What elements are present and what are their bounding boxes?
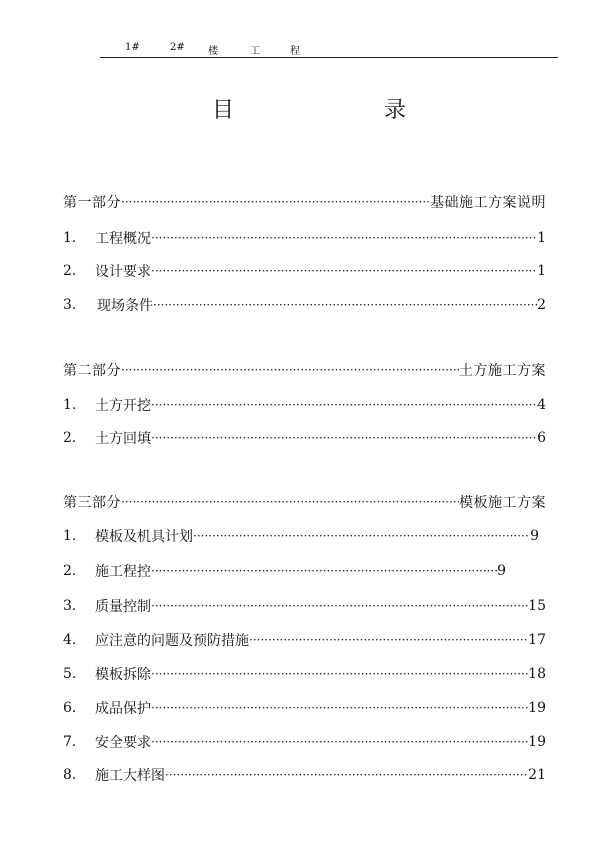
header-building-2: 2# — [170, 42, 185, 53]
leader-dots — [151, 264, 537, 278]
toc-entry-page: 17 — [528, 632, 546, 648]
toc-entry-number: 8. — [63, 767, 77, 783]
toc-entry-page: 6 — [537, 430, 546, 446]
toc-entry-label: 安全要求 — [95, 735, 151, 751]
toc-entry-label: 土方开挖 — [95, 398, 151, 414]
toc-entry-label: 应注意的问题及预防措施 — [95, 633, 249, 649]
toc-entry-number: 3. — [63, 297, 77, 313]
leader-dots — [165, 768, 528, 782]
toc-entry[interactable] — [63, 526, 539, 546]
toc-section-2[interactable] — [63, 360, 546, 380]
toc-section-label: 第二部分 — [63, 363, 121, 379]
toc-section-1[interactable] — [63, 192, 546, 212]
toc-entry-page: 9 — [497, 563, 506, 579]
toc-entry[interactable] — [63, 261, 546, 281]
toc-title-left: 目 — [212, 98, 235, 123]
toc-entry-number: 6. — [63, 700, 77, 716]
toc-entry-number: 2. — [63, 430, 77, 446]
toc-entry-page: 19 — [528, 700, 546, 716]
toc-entry-label: 模板拆除 — [95, 667, 151, 683]
header-char-gong: 工 — [250, 46, 260, 57]
toc-entry-number: 1. — [63, 230, 77, 246]
toc-entry[interactable] — [63, 698, 546, 718]
header-building-1: 1# — [125, 42, 140, 53]
toc-entry-label: 模板及机具计划 — [95, 529, 193, 545]
toc-entry-label: 施工大样图 — [95, 768, 165, 784]
toc-section-label: 第一部分 — [63, 195, 121, 211]
leader-dots — [121, 495, 459, 509]
leader-dots — [193, 529, 530, 543]
toc-title-right: 录 — [384, 98, 407, 123]
leader-dots — [153, 298, 537, 312]
toc-entry-page: 1 — [537, 263, 546, 279]
toc-entry-page: 19 — [528, 734, 546, 750]
toc-entry-page: 18 — [528, 666, 546, 682]
toc-entry[interactable] — [63, 561, 506, 581]
toc-entry[interactable] — [63, 295, 546, 315]
toc-entry[interactable] — [63, 732, 546, 752]
toc-entry-label: 土方回填 — [95, 431, 151, 447]
toc-entry-label: 质量控制 — [95, 599, 151, 615]
toc-entry[interactable] — [63, 630, 546, 650]
toc-entry-page: 21 — [528, 767, 546, 783]
toc-entry[interactable] — [63, 428, 546, 448]
toc-entry[interactable] — [63, 765, 546, 785]
running-header — [100, 40, 558, 58]
leader-dots — [151, 564, 497, 578]
leader-dots — [151, 735, 528, 749]
toc-entry-page: 15 — [528, 598, 546, 614]
leader-dots — [151, 231, 537, 245]
toc-entry[interactable] — [63, 395, 546, 415]
toc-entry-number: 4. — [63, 632, 77, 648]
toc-entry-number: 2. — [63, 563, 77, 579]
toc-entry-label: 施工程控 — [95, 564, 151, 580]
toc-entry-number: 3. — [63, 598, 77, 614]
leader-dots — [151, 599, 528, 613]
leader-dots — [121, 195, 430, 209]
toc-entry-page: 2 — [537, 297, 546, 313]
toc-entry[interactable] — [63, 596, 546, 616]
toc-entry-number: 2. — [63, 263, 77, 279]
toc-entry-page: 4 — [537, 397, 546, 413]
toc-entry-label: 工程概况 — [95, 231, 151, 247]
toc-section-title: 模板施工方案 — [459, 495, 546, 511]
toc-entry-number: 7. — [63, 734, 77, 750]
toc-section-3[interactable] — [63, 492, 546, 512]
leader-dots — [151, 667, 528, 681]
toc-entry-page: 9 — [530, 528, 539, 544]
leader-dots — [151, 701, 528, 715]
toc-section-title: 基础施工方案说明 — [430, 195, 546, 211]
toc-section-label: 第三部分 — [63, 495, 121, 511]
toc-entry[interactable] — [63, 228, 546, 248]
leader-dots — [151, 431, 537, 445]
toc-entry[interactable] — [63, 664, 546, 684]
toc-entry-number: 5. — [63, 666, 77, 682]
toc-entry-page: 1 — [537, 230, 546, 246]
leader-dots — [121, 363, 459, 377]
toc-section-title: 土方施工方案 — [459, 363, 546, 379]
toc-entry-label: 现场条件 — [97, 298, 153, 314]
toc-entry-label: 成品保护 — [95, 701, 151, 717]
leader-dots — [249, 633, 528, 647]
leader-dots — [151, 398, 537, 412]
header-char-lou: 楼 — [208, 46, 218, 57]
toc-entry-number: 1. — [63, 397, 77, 413]
toc-entry-number: 1. — [63, 528, 77, 544]
header-char-cheng: 程 — [290, 46, 300, 57]
toc-entry-label: 设计要求 — [95, 264, 151, 280]
